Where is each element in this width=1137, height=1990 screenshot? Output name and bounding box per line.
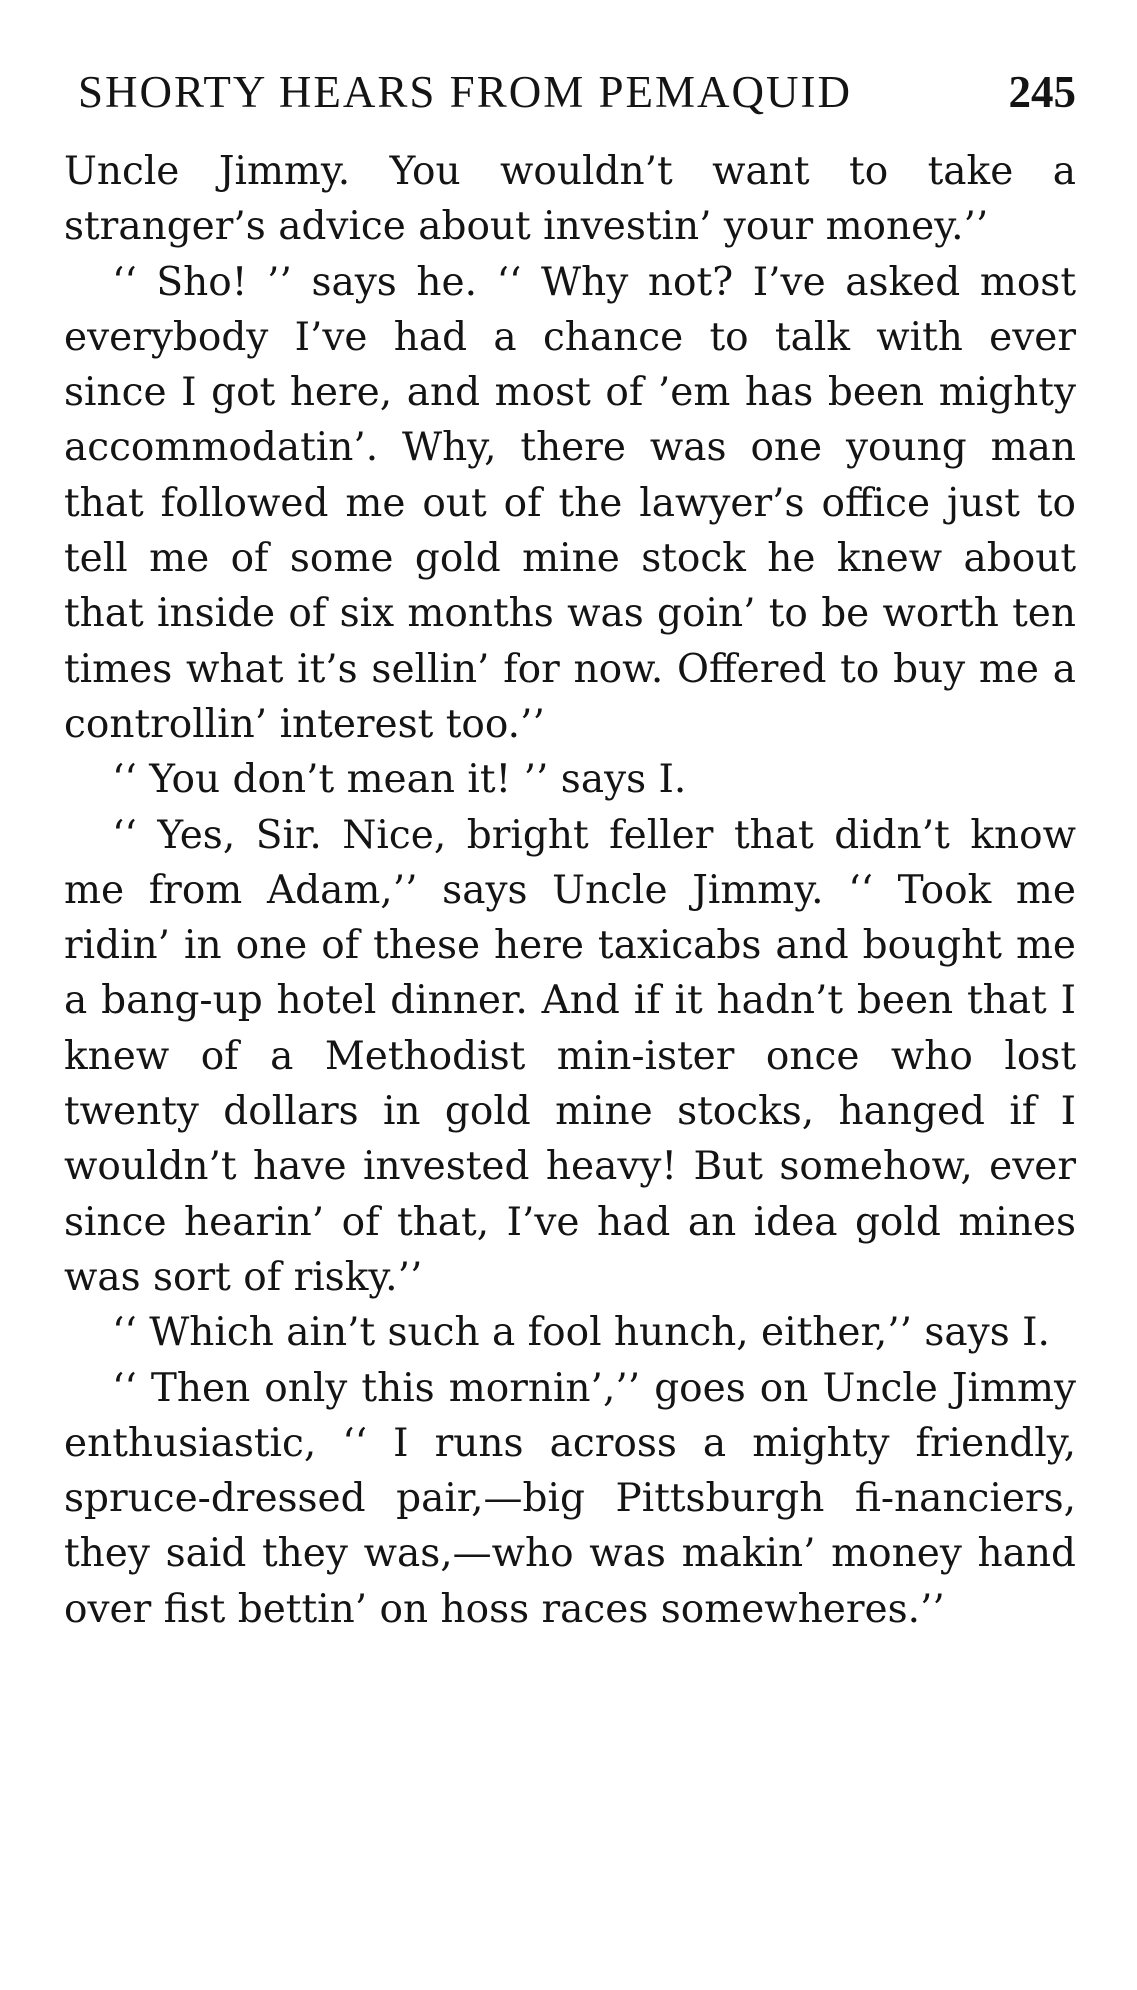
- running-title: SHORTY HEARS FROM PEMAQUID: [78, 67, 852, 117]
- paragraph-then-only: ‘‘ Then only this mornin’,’’ goes on Uncle Jimmy enthusiastic, ‘‘ I runs across a mighty friendly, spruce-dressed pair,—big Pittsburgh fi-nanciers, they said they was,—who was makin’ money hand over fist bettin’ on hoss races somewheres.’’: [64, 1365, 1076, 1632]
- paragraph-yes-sir: ‘‘ Yes, Sir. Nice, bright feller that didn’t know me from Adam,’’ says Uncle Jimmy. ‘‘ Took me ridin’ in one of these here taxicabs and bought me a bang-up hotel dinner. And if it hadn’t been that I knew of a Methodist min-ister once who lost twenty dollars in gold mine stocks, hanged if I wouldn’t have invested heavy! But somehow, ever since hearin’ of that, I’ve had an idea gold mines was sort of risky.’’: [64, 812, 1076, 1300]
- page-number: 245: [1008, 67, 1076, 117]
- book-page: [64, 62, 1076, 1637]
- paragraph-sho: ‘‘ Sho! ’’ says he. ‘‘ Why not? I’ve asked most everybody I’ve had a chance to talk with ever since I got here, and most of ’em has been mighty accommodatin’. Why, there was one young man that followed me out of the lawyer’s office just to tell me of some gold mine stock he knew about that inside of six months was goin’ to be worth ten times what it’s sellin’ for now. Offered to buy me a controllin’ interest too.’’: [64, 259, 1076, 747]
- body-text: [64, 144, 1076, 1637]
- paragraph-you-dont-mean-it: ‘‘ You don’t mean it! ’’ says I.: [112, 757, 687, 803]
- running-head: [64, 62, 1076, 122]
- paragraph-fool-hunch: ‘‘ Which ain’t such a fool hunch, either,’’ says I.: [112, 1310, 1050, 1356]
- paragraph-continued: Uncle Jimmy. You wouldn’t want to take a stranger’s advice about investin’ your money.’’: [64, 149, 1076, 250]
